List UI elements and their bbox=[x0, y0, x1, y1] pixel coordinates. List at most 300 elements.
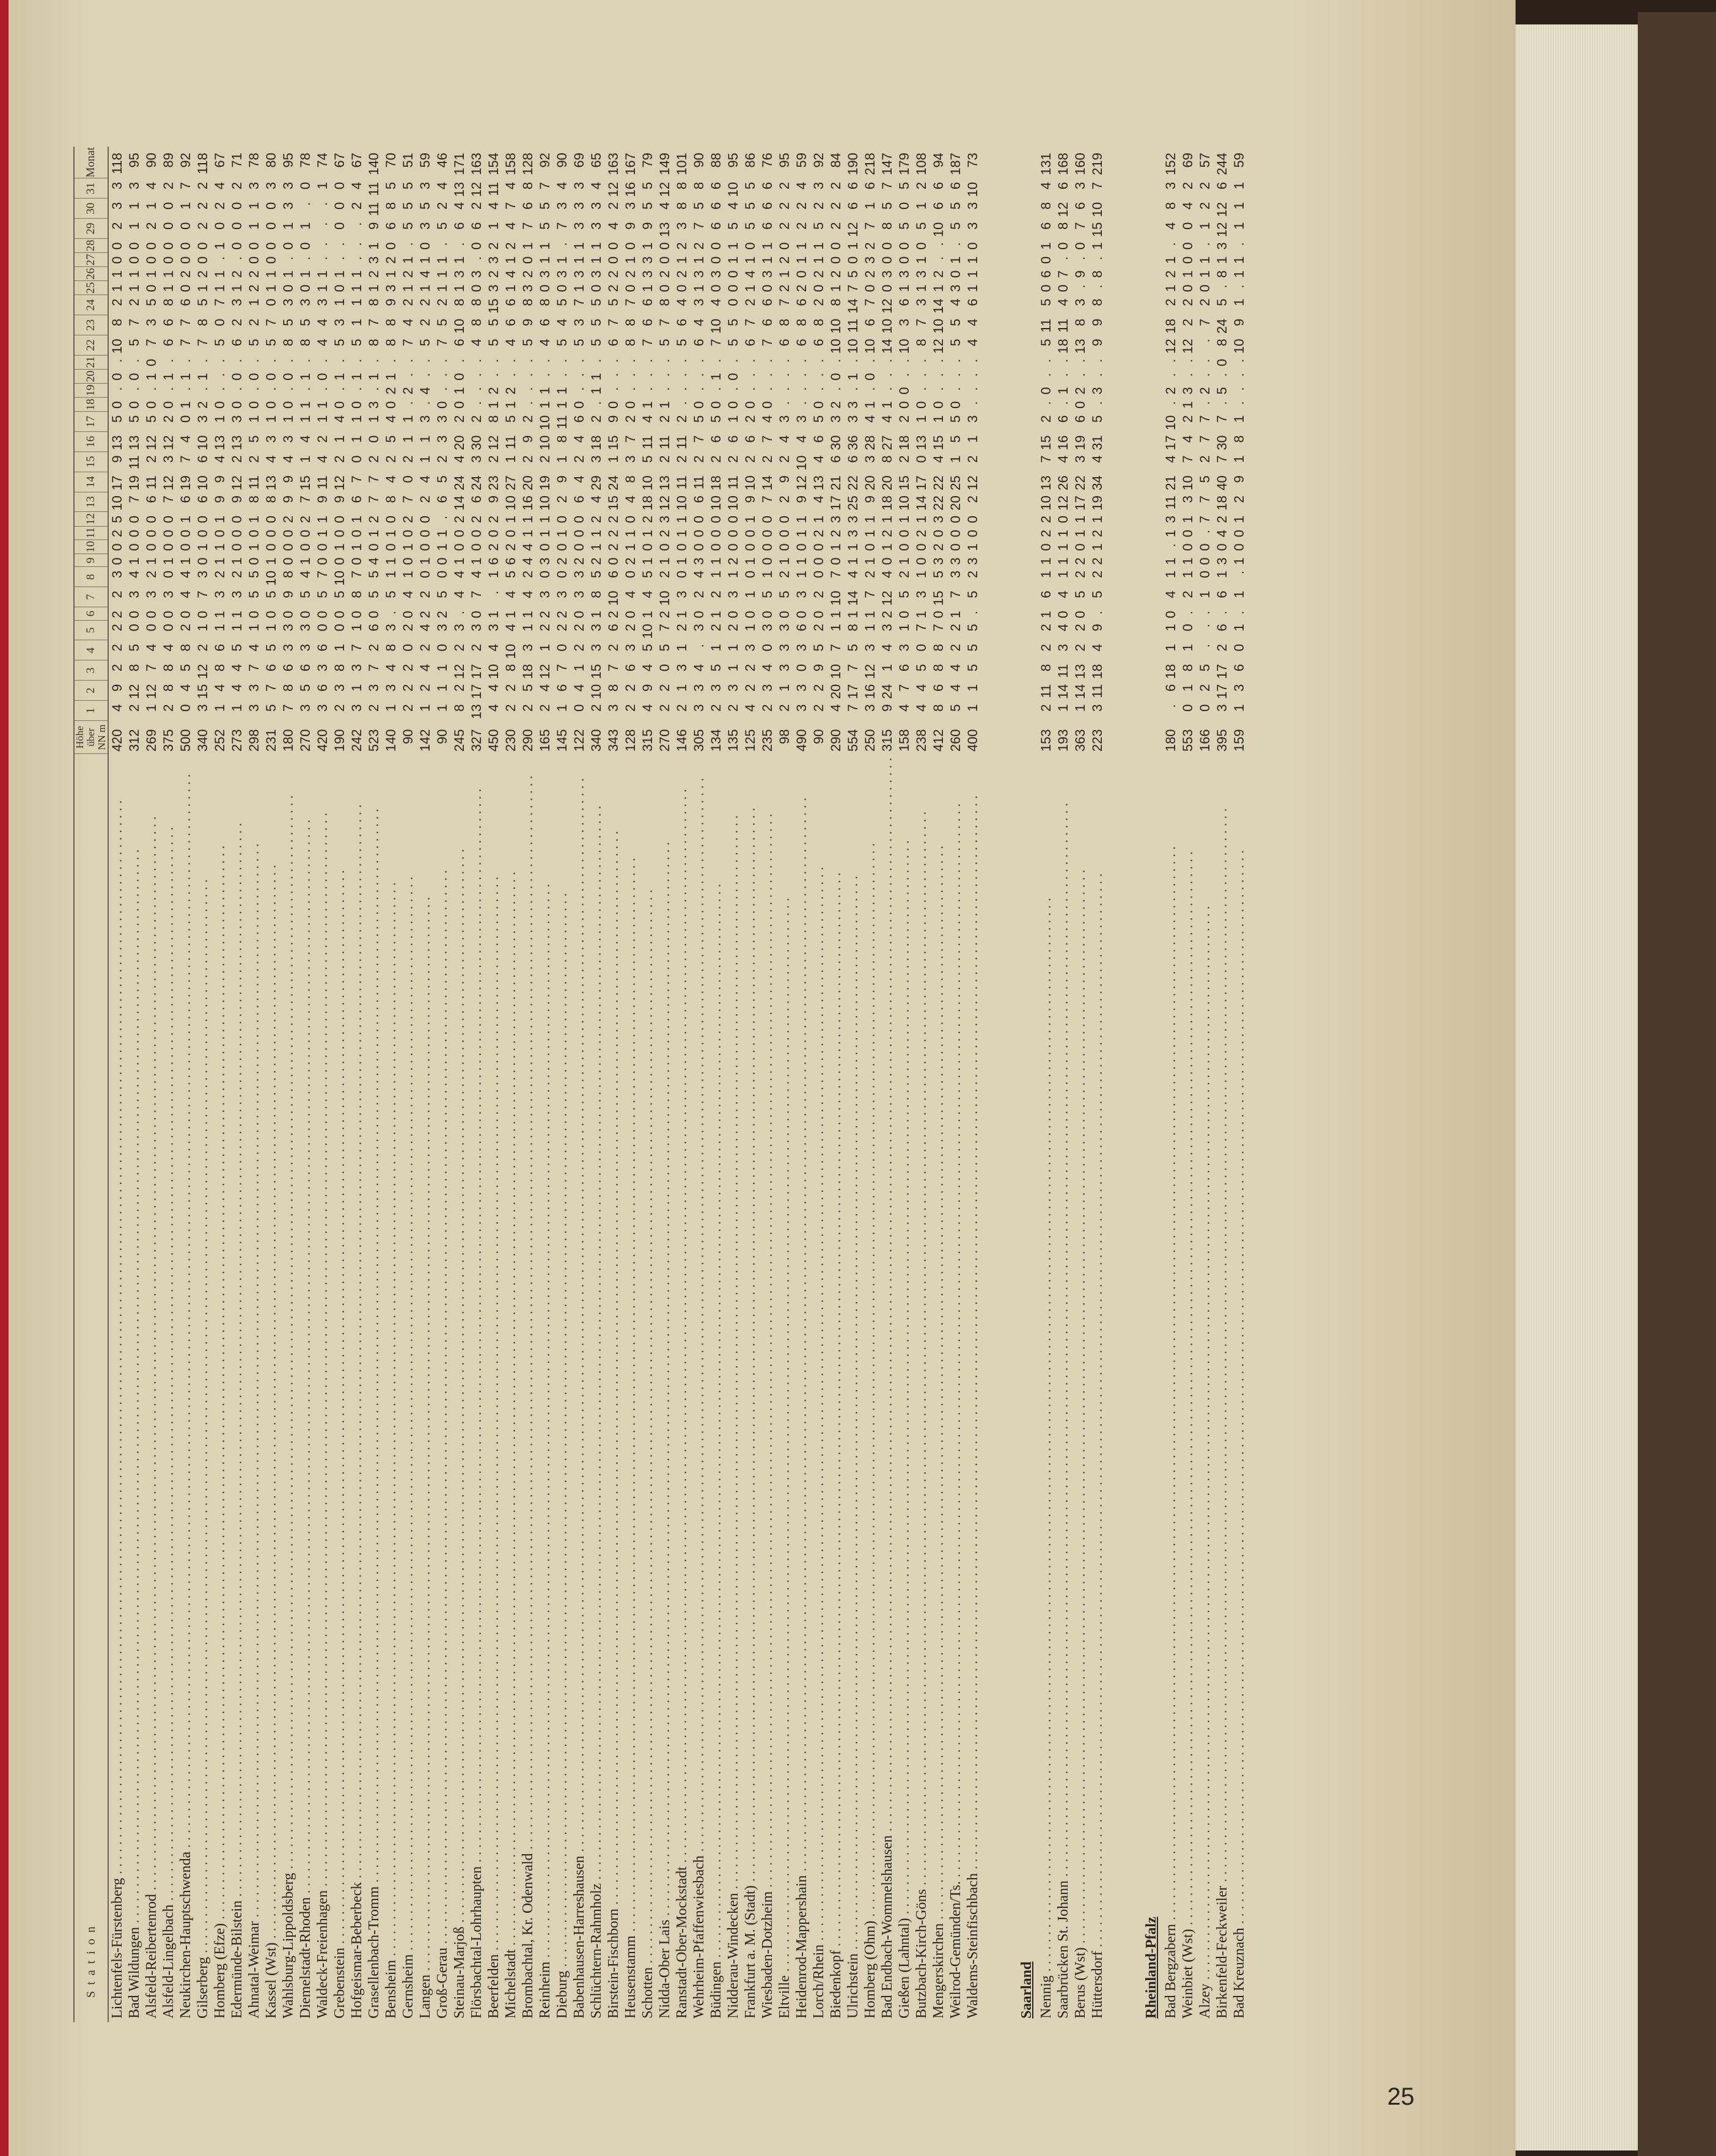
day-value: . bbox=[435, 387, 450, 391]
day-value: 8 bbox=[469, 318, 484, 326]
day-value: 2 bbox=[1090, 530, 1105, 538]
day-value: 11 bbox=[674, 435, 689, 450]
day-value: 0 bbox=[794, 270, 809, 278]
day-value: 1 bbox=[691, 256, 706, 264]
day-value: 0 bbox=[725, 610, 741, 618]
day-value: 9 bbox=[794, 495, 809, 503]
day-value: 2 bbox=[743, 298, 758, 306]
day-value: 0 bbox=[127, 242, 142, 250]
day-value: 0 bbox=[571, 401, 587, 409]
day-value: 8 bbox=[161, 684, 176, 692]
day-value: 1 bbox=[571, 663, 587, 672]
day-value: 6 bbox=[1038, 590, 1054, 599]
day-value: 0 bbox=[657, 284, 672, 292]
day-value: . bbox=[879, 373, 895, 377]
table-row bbox=[656, 147, 673, 2022]
day-value: 2 bbox=[1163, 298, 1178, 306]
day-value: 8 bbox=[931, 644, 946, 652]
table-row bbox=[383, 147, 400, 2022]
day-value: 9 bbox=[486, 495, 501, 503]
day-value: 21 bbox=[1163, 475, 1178, 491]
day-value: 0 bbox=[1055, 284, 1071, 292]
day-value: 3 bbox=[879, 624, 895, 632]
day-value: 13 bbox=[127, 435, 142, 450]
day-value: 4 bbox=[777, 435, 792, 443]
day-value: . bbox=[845, 359, 860, 363]
day-value: 1 bbox=[435, 663, 450, 672]
day-value: 3 bbox=[897, 644, 912, 652]
day-value: 0 bbox=[315, 557, 330, 565]
day-value: 1 bbox=[879, 401, 895, 409]
day-value: 0 bbox=[144, 401, 159, 409]
day-value: 19 bbox=[1072, 435, 1088, 450]
day-value: 2 bbox=[777, 455, 792, 463]
day-value: 5 bbox=[948, 415, 963, 423]
day-value: . bbox=[1163, 543, 1178, 547]
station-height: 273 bbox=[229, 729, 244, 752]
day-value: . bbox=[1197, 644, 1212, 648]
day-value: 0 bbox=[1197, 704, 1212, 712]
day-value: 5 bbox=[178, 663, 193, 672]
day-value: 8 bbox=[383, 202, 398, 210]
day-value: 5 bbox=[417, 202, 433, 210]
station-name: Alzey . . . bbox=[1197, 754, 1214, 2022]
station-height: 90 bbox=[435, 729, 450, 744]
station-height: 290 bbox=[520, 729, 535, 752]
day-value: 1 bbox=[332, 435, 347, 443]
day-value: 4 bbox=[144, 644, 159, 652]
month-total: 128 bbox=[520, 153, 535, 175]
day-value: 0 bbox=[777, 242, 792, 250]
day-value: 1 bbox=[400, 415, 416, 423]
day-value: 1 bbox=[383, 570, 398, 579]
day-value: 5 bbox=[708, 663, 724, 672]
day-value: 1 bbox=[144, 557, 159, 565]
day-value: 3 bbox=[109, 570, 125, 579]
day-value: 8 bbox=[1055, 222, 1071, 230]
day-value: 8 bbox=[366, 298, 381, 306]
table-row bbox=[725, 147, 742, 2022]
precipitation-table bbox=[73, 147, 1248, 2022]
day-value: . bbox=[965, 373, 980, 377]
day-value: 2 bbox=[400, 298, 416, 306]
day-value: 0 bbox=[144, 359, 159, 367]
table-row bbox=[845, 147, 862, 2022]
day-value: 0 bbox=[725, 373, 741, 381]
day-value: 9 bbox=[520, 435, 535, 443]
day-value: 3 bbox=[623, 202, 638, 210]
day-value: 5 bbox=[435, 222, 450, 230]
station-height: 554 bbox=[845, 729, 860, 752]
day-value: . bbox=[452, 242, 467, 246]
day-value: 2 bbox=[948, 624, 963, 632]
day-value: 4 bbox=[1038, 181, 1054, 190]
day-value: 5 bbox=[743, 222, 758, 230]
day-value: . bbox=[760, 373, 775, 377]
day-value: 0 bbox=[332, 557, 347, 565]
day-value: 10 bbox=[195, 475, 210, 491]
day-value: 9 bbox=[520, 318, 535, 326]
day-value: 1 bbox=[1072, 704, 1088, 712]
day-value: 1 bbox=[417, 435, 433, 443]
day-value: 0 bbox=[862, 284, 878, 292]
day-value: 7 bbox=[315, 570, 330, 579]
day-value: . bbox=[349, 222, 364, 226]
day-value: . bbox=[178, 359, 193, 363]
day-value: 1 bbox=[571, 284, 587, 292]
day-value: 10 bbox=[725, 495, 741, 511]
day-value: 3 bbox=[948, 284, 963, 292]
station-name: Lorch/Rhein . . . bbox=[810, 754, 827, 2022]
day-value: 1 bbox=[520, 530, 535, 538]
day-value: 12 bbox=[1055, 495, 1071, 511]
day-value: 7 bbox=[400, 338, 416, 346]
day-value: 1 bbox=[349, 298, 364, 306]
day-value: 2 bbox=[486, 543, 501, 551]
day-value: 1 bbox=[965, 256, 980, 264]
day-value: 7 bbox=[606, 663, 621, 672]
day-value: 5 bbox=[366, 590, 381, 599]
day-value: 3 bbox=[571, 181, 587, 190]
day-value: 1 bbox=[246, 415, 262, 423]
day-value: 2 bbox=[520, 415, 535, 423]
day-value: 8 bbox=[298, 338, 313, 346]
day-value: 1 bbox=[400, 435, 416, 443]
day-value: 1 bbox=[948, 455, 963, 463]
day-value: . bbox=[845, 387, 860, 391]
day-value: 0 bbox=[777, 516, 792, 524]
day-value: 17 bbox=[1214, 663, 1230, 679]
month-total: 70 bbox=[383, 153, 398, 168]
day-value: 10 bbox=[708, 495, 724, 511]
day-value: 4 bbox=[794, 435, 809, 443]
day-value: 0 bbox=[1214, 359, 1230, 367]
day-value: 2 bbox=[588, 704, 604, 712]
day-value: 0 bbox=[144, 610, 159, 618]
day-value: 0 bbox=[195, 557, 210, 565]
day-value: 5 bbox=[263, 644, 279, 652]
day-value: . bbox=[520, 387, 535, 391]
day-value: 5 bbox=[640, 181, 655, 190]
day-value: 1 bbox=[298, 401, 313, 409]
day-value: 10 bbox=[725, 181, 741, 197]
day-value: 0 bbox=[777, 530, 792, 538]
station-height: 270 bbox=[298, 729, 313, 752]
day-value: 2 bbox=[777, 495, 792, 503]
day-value: 4 bbox=[708, 298, 724, 306]
day-value: 5 bbox=[400, 222, 416, 230]
day-value: 1 bbox=[554, 530, 570, 538]
day-value: 0 bbox=[657, 663, 672, 672]
day-value: . bbox=[332, 256, 347, 260]
day-value: 0 bbox=[657, 543, 672, 551]
day-value: 0 bbox=[743, 401, 758, 409]
day-value: 0 bbox=[811, 610, 826, 618]
day-value: 6 bbox=[691, 338, 706, 346]
day-value: 1 bbox=[400, 543, 416, 551]
day-value: 3 bbox=[914, 590, 929, 599]
day-value: 3 bbox=[280, 202, 296, 210]
day-value: 1 bbox=[845, 242, 860, 250]
station-name: Ulrichstein . . . bbox=[845, 754, 862, 2022]
day-value: 0 bbox=[571, 610, 587, 618]
day-value: 1 bbox=[435, 256, 450, 264]
day-value: 4 bbox=[246, 644, 262, 652]
day-value: 2 bbox=[691, 242, 706, 250]
day-value: 1 bbox=[332, 543, 347, 551]
day-value: 0 bbox=[623, 610, 638, 618]
day-value: 0 bbox=[811, 284, 826, 292]
day-value: 5 bbox=[400, 181, 416, 190]
day-value: . bbox=[1163, 373, 1178, 377]
day-value: 6 bbox=[1055, 181, 1071, 190]
page-edges bbox=[1516, 24, 1638, 2151]
day-value: . bbox=[195, 359, 210, 363]
day-value: 0 bbox=[161, 401, 176, 409]
station-name: Gernsheim . . . bbox=[400, 754, 417, 2022]
day-value: 3 bbox=[1214, 704, 1230, 712]
station-height: 140 bbox=[383, 729, 398, 752]
day-value: 3 bbox=[383, 684, 398, 692]
day-value: 6 bbox=[708, 181, 724, 190]
month-total: 73 bbox=[965, 153, 980, 168]
day-value: 1 bbox=[640, 284, 655, 292]
header-day-12: 12 bbox=[74, 512, 108, 526]
day-value: 6 bbox=[743, 338, 758, 346]
day-value: 3 bbox=[794, 704, 809, 712]
day-value: 13 bbox=[1072, 338, 1088, 354]
day-value: 1 bbox=[1180, 644, 1195, 652]
day-value: . bbox=[452, 610, 467, 615]
day-value: . bbox=[537, 373, 552, 377]
day-value: 1 bbox=[349, 516, 364, 524]
day-value: 2 bbox=[640, 516, 655, 524]
day-value: 0 bbox=[1180, 543, 1195, 551]
day-value: 18 bbox=[1214, 495, 1230, 511]
day-value: 5 bbox=[127, 415, 142, 423]
day-value: 17 bbox=[109, 475, 125, 491]
day-value: . bbox=[708, 359, 724, 363]
day-value: . bbox=[178, 387, 193, 391]
day-value: 5 bbox=[280, 318, 296, 326]
day-value: 14 bbox=[1055, 684, 1071, 700]
day-value: 1 bbox=[263, 624, 279, 632]
day-value: 9 bbox=[640, 222, 655, 230]
month-total: 84 bbox=[828, 153, 843, 168]
day-value: 4 bbox=[760, 415, 775, 423]
day-value: 1 bbox=[298, 415, 313, 423]
day-value: 5 bbox=[811, 222, 826, 230]
day-value: 2 bbox=[161, 704, 176, 712]
day-value: 1 bbox=[400, 570, 416, 579]
day-value: 12 bbox=[1214, 202, 1230, 217]
day-value: 1 bbox=[332, 298, 347, 306]
day-value: 17 bbox=[914, 475, 929, 491]
day-value: 0 bbox=[828, 557, 843, 565]
day-value: 0 bbox=[469, 284, 484, 292]
day-value: 1 bbox=[1163, 284, 1178, 292]
day-value: 10 bbox=[931, 318, 946, 334]
day-value: 0 bbox=[1197, 543, 1212, 551]
day-value: 0 bbox=[811, 557, 826, 565]
day-value: . bbox=[315, 387, 330, 391]
day-value: 2 bbox=[452, 684, 467, 692]
day-value: 8 bbox=[1163, 202, 1178, 210]
day-value: . bbox=[537, 359, 552, 363]
day-value: 1 bbox=[1038, 242, 1054, 250]
header-day-2: 2 bbox=[74, 681, 108, 701]
day-value: 0 bbox=[127, 401, 142, 409]
day-value: 0 bbox=[691, 610, 706, 618]
day-value: 24 bbox=[452, 475, 467, 491]
day-value: 2 bbox=[246, 318, 262, 326]
day-value: 6 bbox=[452, 338, 467, 346]
day-value: 0 bbox=[537, 543, 552, 551]
day-value: 4 bbox=[383, 475, 398, 483]
day-value: 10 bbox=[657, 590, 672, 606]
day-value: 0 bbox=[1180, 704, 1195, 712]
day-value: 6 bbox=[366, 624, 381, 632]
day-value: 0 bbox=[109, 543, 125, 551]
day-value: . bbox=[280, 387, 296, 391]
day-value: 4 bbox=[931, 455, 946, 463]
day-value: . bbox=[1214, 401, 1230, 405]
day-value: 3 bbox=[640, 256, 655, 264]
day-value: 14 bbox=[760, 475, 775, 491]
day-value: 2 bbox=[657, 704, 672, 712]
day-value: 3 bbox=[229, 298, 244, 306]
day-value: . bbox=[383, 610, 398, 615]
day-value: 0 bbox=[161, 242, 176, 250]
day-value: . bbox=[1072, 284, 1088, 288]
day-value: 2 bbox=[127, 298, 142, 306]
day-value: 3 bbox=[332, 684, 347, 692]
day-value: 0 bbox=[246, 401, 262, 409]
day-value: 8 bbox=[879, 222, 895, 230]
day-value: 2 bbox=[777, 222, 792, 230]
day-value: 3 bbox=[263, 435, 279, 443]
day-value: 3 bbox=[417, 181, 433, 190]
day-value: 0 bbox=[178, 256, 193, 264]
day-value: 3 bbox=[383, 624, 398, 632]
day-value: . bbox=[657, 373, 672, 377]
day-value: 1 bbox=[178, 557, 193, 565]
day-value: 5 bbox=[571, 338, 587, 346]
day-value: 7 bbox=[914, 318, 929, 326]
day-value: 8 bbox=[554, 435, 570, 443]
station-height: 90 bbox=[811, 729, 826, 744]
station-name: Butzbach-Kirch-Göns . . . bbox=[913, 754, 930, 2022]
day-value: 1 bbox=[1180, 684, 1195, 692]
day-value: 3 bbox=[435, 435, 450, 443]
day-value: . bbox=[862, 359, 878, 363]
day-value: . bbox=[263, 387, 279, 391]
day-value: 1 bbox=[212, 704, 227, 712]
day-value: 2 bbox=[1197, 684, 1212, 692]
station-height: 395 bbox=[1214, 729, 1230, 752]
day-value: 2 bbox=[144, 570, 159, 579]
day-value: 6 bbox=[349, 495, 364, 503]
month-total: 89 bbox=[161, 153, 176, 168]
header-day-29: 29 bbox=[74, 219, 108, 239]
day-value: 15 bbox=[897, 475, 912, 491]
day-value: 1 bbox=[897, 557, 912, 565]
day-value: 7 bbox=[280, 704, 296, 712]
day-value: 6 bbox=[640, 298, 655, 306]
day-value: 2 bbox=[879, 530, 895, 538]
station-name: Groß-Gerau . . . bbox=[434, 754, 451, 2022]
day-value: 0 bbox=[948, 530, 963, 538]
header-day-31: 31 bbox=[74, 178, 108, 199]
day-value: 7 bbox=[1197, 495, 1212, 503]
day-value: . bbox=[435, 359, 450, 363]
header-day-11: 11 bbox=[74, 526, 108, 539]
day-value: 1 bbox=[743, 516, 758, 524]
day-value: 5 bbox=[435, 318, 450, 326]
day-value: 2 bbox=[417, 495, 433, 503]
day-value: . bbox=[1180, 359, 1195, 363]
station-height: 145 bbox=[554, 729, 570, 752]
day-value: 10 bbox=[640, 475, 655, 491]
day-value: 0 bbox=[280, 557, 296, 565]
day-value: 4 bbox=[811, 455, 826, 463]
day-value: 0 bbox=[862, 373, 878, 381]
day-value: . bbox=[1214, 610, 1230, 615]
station-height: 490 bbox=[794, 729, 809, 752]
day-value: 2 bbox=[537, 455, 552, 463]
day-value: 2 bbox=[246, 455, 262, 463]
day-value: 2 bbox=[657, 415, 672, 423]
day-value: 2 bbox=[452, 644, 467, 652]
day-value: . bbox=[623, 373, 638, 377]
day-value: 2 bbox=[811, 202, 826, 210]
day-value: 8 bbox=[1038, 202, 1054, 210]
station-height: 193 bbox=[1055, 729, 1071, 752]
day-value: 3 bbox=[674, 590, 689, 599]
day-value: 3 bbox=[845, 415, 860, 423]
day-value: 0 bbox=[760, 516, 775, 524]
day-value: 2 bbox=[708, 455, 724, 463]
day-value: 0 bbox=[366, 435, 381, 443]
day-value: . bbox=[332, 242, 347, 246]
day-value: 6 bbox=[828, 455, 843, 463]
day-value: 1 bbox=[366, 284, 381, 292]
day-value: 2 bbox=[725, 704, 741, 712]
day-value: 10 bbox=[879, 318, 895, 334]
day-value: 0 bbox=[571, 530, 587, 538]
day-value: 10 bbox=[537, 495, 552, 511]
day-value: 5 bbox=[298, 684, 313, 692]
day-value: 0 bbox=[777, 610, 792, 618]
table-row bbox=[964, 147, 981, 2022]
day-value: . bbox=[212, 387, 227, 391]
day-value: 2 bbox=[1163, 270, 1178, 278]
station-name: Ranstadt-Ober-Mockstadt . . . bbox=[673, 754, 691, 2022]
day-value: 2 bbox=[503, 543, 518, 551]
day-value: 1 bbox=[332, 644, 347, 652]
day-value: 8 bbox=[161, 298, 176, 306]
day-value: 11 bbox=[503, 435, 518, 450]
day-value: 1 bbox=[537, 387, 552, 395]
day-value: 0 bbox=[1231, 543, 1247, 551]
day-value: 1 bbox=[965, 704, 980, 712]
day-value: 1 bbox=[725, 663, 741, 672]
day-value: 2 bbox=[811, 624, 826, 632]
day-value: 5 bbox=[332, 590, 347, 599]
day-value: 0 bbox=[760, 610, 775, 618]
day-value: 7 bbox=[435, 338, 450, 346]
day-value: 1 bbox=[623, 530, 638, 538]
